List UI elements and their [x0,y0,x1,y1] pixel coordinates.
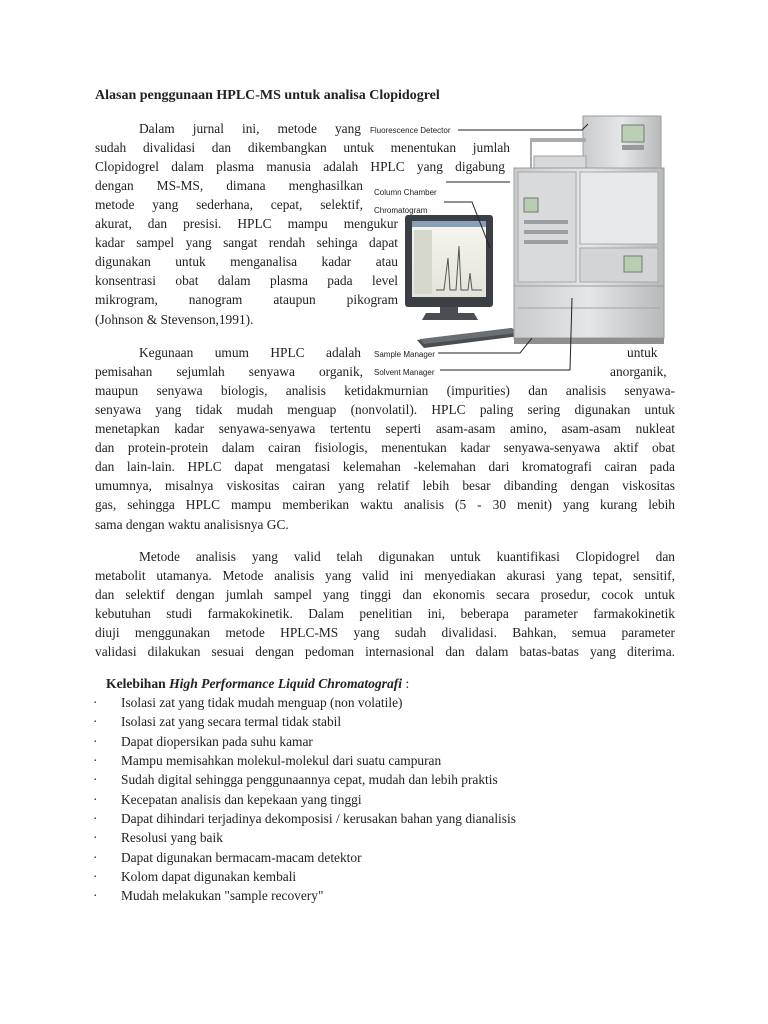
paragraph-line: untuk [627,345,658,360]
list-item-text: Mudah melakukan "sample recovery" [121,888,324,903]
bullet: · [93,850,98,865]
bullet: · [93,753,98,768]
list-item [93,848,362,868]
paragraph-line: gas, sehingga HPLC mampu memberikan waktu analisis (5 - 30 menit) yang kurang lebih [95,497,675,512]
list-item-text: Dapat diopersikan pada suhu kamar [121,734,313,749]
paragraph-line: akurat, dan presisi. HPLC mampu mengukur [95,216,398,231]
paragraph-line: mikrogram, nanogram ataupun pikogram [95,292,398,307]
paragraph-line: sudah divalidasi dan dikembangkan untuk menentukan jumlah [95,140,510,155]
list-item-text: Isolasi zat yang secara termal tidak stabil [121,714,342,729]
paragraph-line: Kegunaan umum HPLC adalah [139,345,361,360]
list-item-text: Isolasi zat yang tidak mudah menguap (non volatile) [121,695,403,710]
paragraph-line: kebutuhan studi farmakokinetik. Dalam penelitian ini, beberapa parameter farmakokinetik [95,606,675,621]
paragraph-line: maupun senyawa biologis, analisis ketidakmurnian (impurities) dan analisis senyawa- [95,383,675,398]
list-item [93,732,313,752]
paragraph-line: dan selektif dengan jumlah sampel yang tinggi dan ekonomis secara prosedur, cocok untuk [95,587,675,602]
heading-suffix: : [402,676,410,691]
paragraph-line: dan lain-lain. HPLC dapat mengatasi kelemahan -kelemahan dari kromatografi cairan pada [95,459,675,474]
heading-prefix: Kelebihan [106,676,170,691]
list-item-text: Resolusi yang baik [121,830,223,845]
list-item [93,751,441,771]
paragraph-line: konsentrasi obat dalam plasma pada level [95,273,398,288]
label-column-chamber: Column Chamber [374,188,437,197]
paragraph-line: menetapkan kadar senyawa-senyawa tertentu seperti asam-asam amino, asam-asam nukleat [95,421,675,436]
bullet: · [93,772,98,787]
list-item [93,886,323,906]
list-item [93,770,498,790]
hplc-figure [360,108,675,383]
bullet: · [93,695,98,710]
heading-italic: High Performance Liquid Chromatografi [169,676,403,691]
bullet: · [93,811,98,826]
hplc-instrument-stack [514,116,664,344]
bullet: · [93,869,98,884]
hplc-illustration [360,108,675,383]
label-fluorescence-detector: Fluorescence Detector [370,126,451,135]
list-item [93,712,341,732]
paragraph-line: anorganik, [610,364,667,379]
paragraph-line: Clopidogrel dalam plasma manusia adalah HPLC yang digabung [95,159,505,174]
paragraph-line: pemisahan sejumlah senyawa organik, [95,364,363,379]
list-item [93,809,516,829]
list-item [93,693,403,713]
paragraph-line: validasi dilakukan sesuai dengan pedoman internasional dan dalam batas-batas yang diterima. [95,644,675,659]
list-item-text: Sudah digital sehingga penggunaannya cepat, mudah dan lebih praktis [121,772,498,787]
label-chromatogram: Chromatogram [374,206,428,215]
paragraph-line: diuji menggunakan metode HPLC-MS yang sudah divalidasi. Bahkan, semua parameter [95,625,675,640]
paragraph-line: dan protein-protein dalam cairan fisiologis, menentukan kadar senyawa-senyawa aktif obat [95,440,675,455]
paragraph-line: kadar sampel yang sangat rendah sehinga dapat [95,235,398,250]
label-solvent-manager: Solvent Manager [374,368,435,377]
bullet: · [93,888,98,903]
label-sample-manager: Sample Manager [374,350,435,359]
list-item [93,867,296,887]
paragraph-line: (Johnson & Stevenson,1991). [95,312,254,327]
bullet: · [93,830,98,845]
paragraph-line: Dalam jurnal ini, metode yang [139,121,361,136]
list-item-text: Mampu memisahkan molekul-molekul dari suatu campuran [121,753,442,768]
paragraph-line: metabolit utamanya. Metode analisis yang valid ini menyediakan akurasi yang tepat, sensitif, [95,568,675,583]
list-item-text: Kecepatan analisis dan kepekaan yang tinggi [121,792,362,807]
paragraph-line: sama dengan waktu analisisnya GC. [95,517,289,532]
computer-monitor [405,215,493,320]
keyboard [417,328,520,348]
paragraph-line: dengan MS-MS, dimana menghasilkan [95,178,363,193]
bullet: · [93,792,98,807]
list-item-text: Dapat dihindari terjadinya dekomposisi / kerusakan bahan yang dianalisis [121,811,516,826]
bullet: · [93,714,98,729]
paragraph-line: Metode analisis yang valid telah digunakan untuk kuantifikasi Clopidogrel dan [139,549,675,564]
list-item [93,828,223,848]
paragraph-line: digunakan untuk menganalisa kadar atau [95,254,398,269]
paragraph-line: metode yang sederhana, cepat, selektif, [95,197,363,212]
paragraph-line: umumnya, misalnya viskositas cairan yang relatif lebih besar dibanding dengan viskositas [95,478,675,493]
page-title: Alasan penggunaan HPLC-MS untuk analisa Clopidogrel [95,88,440,103]
bullet: · [93,734,98,749]
paragraph-line: senyawa yang tidak mudah menguap (nonvolatil). HPLC paling sering digunakan untuk [95,402,675,417]
list-item-text: Dapat digunakan bermacam-macam detektor [121,850,362,865]
list-item [93,790,362,810]
list-item-text: Kolom dapat digunakan kembali [121,869,297,884]
advantages-heading [106,676,409,692]
